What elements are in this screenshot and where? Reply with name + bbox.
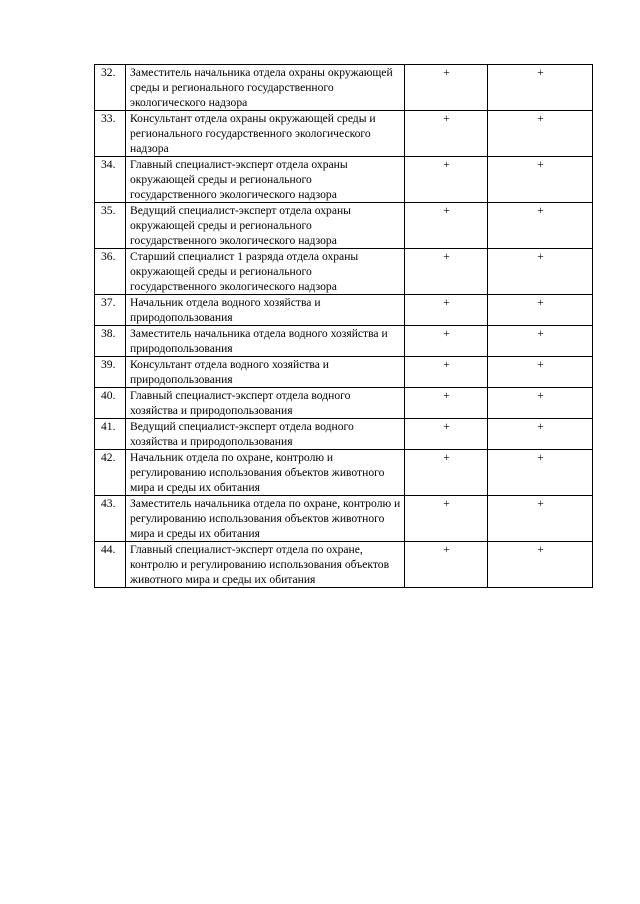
mark-cell-a: + — [405, 65, 488, 111]
mark-cell-a: + — [405, 326, 488, 357]
mark-cell-b: + — [488, 111, 593, 157]
position-title-cell: Ведущий специалист-эксперт отдела водного хозяйства и природопользования — [126, 419, 405, 450]
position-title-cell: Начальник отдела по охране, контролю и регулированию использования объектов животного мира и среды их обитания — [126, 450, 405, 496]
table-row — [95, 357, 593, 388]
table-row — [95, 295, 593, 326]
row-number-cell: 42. — [95, 450, 126, 496]
mark-cell-b: + — [488, 450, 593, 496]
row-number-cell: 39. — [95, 357, 126, 388]
table-row — [95, 542, 593, 588]
mark-cell-b: + — [488, 388, 593, 419]
row-number-cell: 40. — [95, 388, 126, 419]
table-row — [95, 249, 593, 295]
position-title-cell: Заместитель начальника отдела водного хозяйства и природопользования — [126, 326, 405, 357]
mark-cell-a: + — [405, 496, 488, 542]
table-row — [95, 111, 593, 157]
table-row — [95, 388, 593, 419]
row-number-cell: 38. — [95, 326, 126, 357]
row-number-cell: 35. — [95, 203, 126, 249]
table-row — [95, 65, 593, 111]
mark-cell-a: + — [405, 357, 488, 388]
row-number-cell: 36. — [95, 249, 126, 295]
position-title-cell: Начальник отдела водного хозяйства и природопользования — [126, 295, 405, 326]
mark-cell-b: + — [488, 419, 593, 450]
position-title-cell: Главный специалист-эксперт отдела охраны окружающей среды и регионального государственного экологического надзора — [126, 157, 405, 203]
position-title-cell: Консультант отдела охраны окружающей среды и регионального государственного экологического надзора — [126, 111, 405, 157]
row-number-cell: 44. — [95, 542, 126, 588]
position-title-cell: Заместитель начальника отдела по охране, контролю и регулированию использования объектов животного мира и среды их обитания — [126, 496, 405, 542]
row-number-cell: 33. — [95, 111, 126, 157]
table-row — [95, 326, 593, 357]
mark-cell-b: + — [488, 496, 593, 542]
table-row — [95, 157, 593, 203]
position-title-cell: Главный специалист-эксперт отдела водного хозяйства и природопользования — [126, 388, 405, 419]
mark-cell-a: + — [405, 249, 488, 295]
mark-cell-a: + — [405, 388, 488, 419]
mark-cell-a: + — [405, 157, 488, 203]
row-number-cell: 34. — [95, 157, 126, 203]
table-row — [95, 203, 593, 249]
position-title-cell: Главный специалист-эксперт отдела по охране, контролю и регулированию использования объектов животного мира и среды их обитания — [126, 542, 405, 588]
mark-cell-a: + — [405, 450, 488, 496]
row-number-cell: 37. — [95, 295, 126, 326]
mark-cell-b: + — [488, 203, 593, 249]
position-title-cell: Старший специалист 1 разряда отдела охраны окружающей среды и регионального государственного экологического надзора — [126, 249, 405, 295]
mark-cell-b: + — [488, 249, 593, 295]
table-row — [95, 450, 593, 496]
position-title-cell: Ведущий специалист-эксперт отдела охраны окружающей среды и регионального государственного экологического надзора — [126, 203, 405, 249]
positions-table — [94, 64, 593, 588]
mark-cell-b: + — [488, 157, 593, 203]
table-row — [95, 419, 593, 450]
mark-cell-b: + — [488, 295, 593, 326]
mark-cell-b: + — [488, 326, 593, 357]
mark-cell-a: + — [405, 295, 488, 326]
mark-cell-a: + — [405, 111, 488, 157]
mark-cell-a: + — [405, 542, 488, 588]
mark-cell-b: + — [488, 65, 593, 111]
row-number-cell: 41. — [95, 419, 126, 450]
position-title-cell: Консультант отдела водного хозяйства и природопользования — [126, 357, 405, 388]
table-row — [95, 496, 593, 542]
row-number-cell: 43. — [95, 496, 126, 542]
mark-cell-b: + — [488, 542, 593, 588]
positions-table-body — [95, 65, 593, 588]
row-number-cell: 32. — [95, 65, 126, 111]
mark-cell-a: + — [405, 419, 488, 450]
mark-cell-b: + — [488, 357, 593, 388]
position-title-cell: Заместитель начальника отдела охраны окружающей среды и регионального государственного экологического надзора — [126, 65, 405, 111]
mark-cell-a: + — [405, 203, 488, 249]
